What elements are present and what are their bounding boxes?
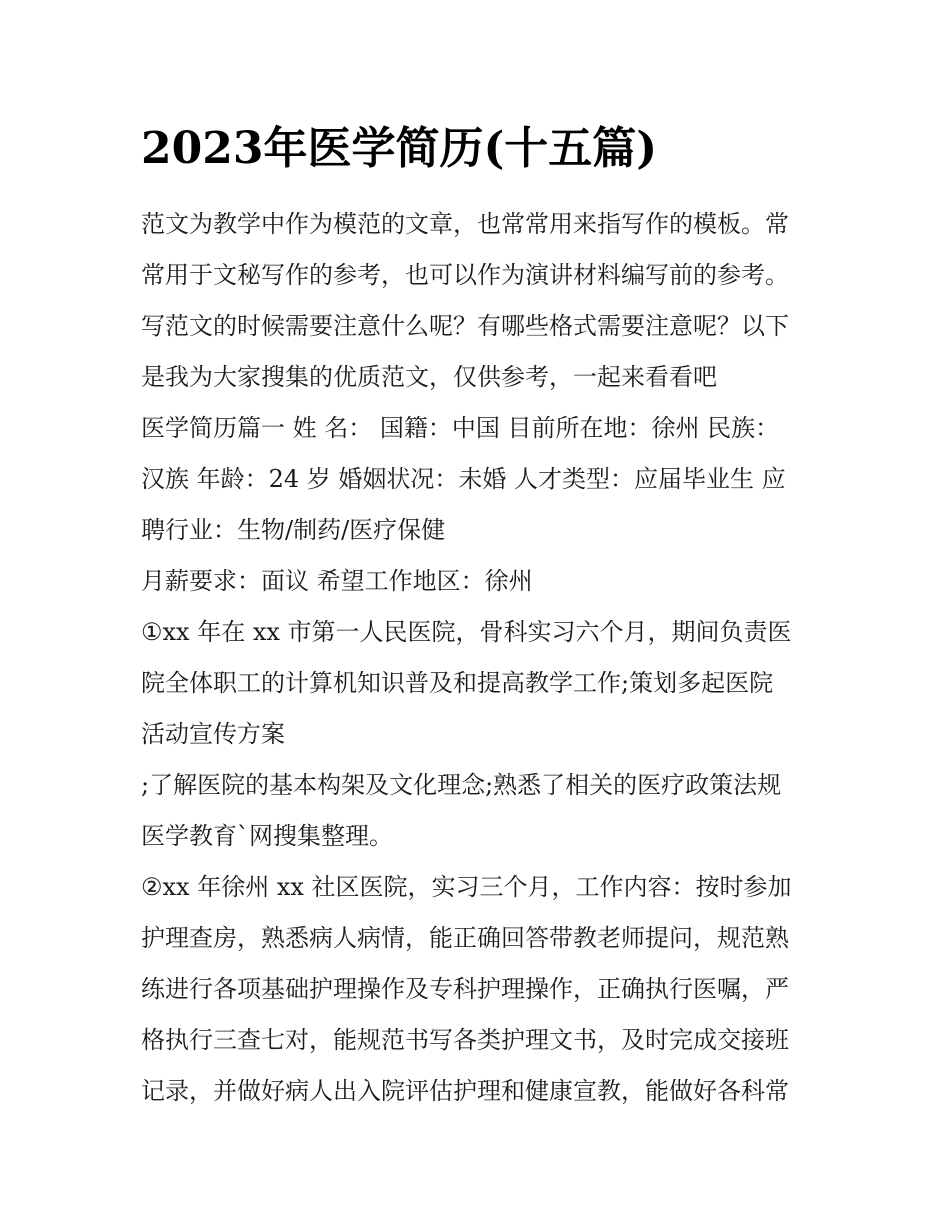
body-line: 写范文的时候需要注意什么呢？有哪些格式需要注意呢？以下 bbox=[141, 312, 789, 340]
body-line: 护理查房，熟悉病人病情，能正确回答带教老师提问，规范熟 bbox=[141, 924, 789, 952]
body-line: 记录，并做好病人出入院评估护理和健康宣教，能做好各科常 bbox=[141, 1077, 789, 1105]
document-body bbox=[141, 199, 813, 1117]
body-line: ②xx 年徐州 xx 社区医院，实习三个月，工作内容：按时参加 bbox=[141, 873, 792, 901]
document-title: 2023年医学简历(十五篇) bbox=[141, 123, 658, 174]
body-line: 格执行三查七对，能规范书写各类护理文书，及时完成交接班 bbox=[141, 1026, 789, 1054]
body-line: 院全体职工的计算机知识普及和提高教学工作;策划多起医院 bbox=[141, 669, 774, 697]
body-line: 活动宣传方案 bbox=[141, 720, 285, 748]
body-line: 医学简历篇一 姓 名： 国籍：中国 目前所在地：徐州 民族： bbox=[141, 414, 780, 442]
body-line: 汉族 年龄：24 岁 婚姻状况：未婚 人才类型：应届毕业生 应 bbox=[141, 465, 786, 493]
body-line: 是我为大家搜集的优质范文，仅供参考，一起来看看吧 bbox=[141, 363, 717, 391]
body-line: 常用于文秘写作的参考，也可以作为演讲材料编写前的参考。 bbox=[141, 261, 789, 289]
body-line: 范文为教学中作为模范的文章，也常常用来指写作的模板。常 bbox=[141, 210, 789, 238]
body-line: ;了解医院的基本构架及文化理念;熟悉了相关的医疗政策法规 bbox=[141, 771, 782, 799]
body-line: 医学教育`网搜集整理。 bbox=[141, 822, 393, 850]
body-line: ①xx 年在 xx 市第一人民医院，骨科实习六个月，期间负责医 bbox=[141, 618, 792, 646]
body-line: 聘行业：生物/制药/医疗保健 bbox=[141, 516, 446, 544]
body-line: 月薪要求：面议 希望工作地区：徐州 bbox=[141, 567, 533, 595]
body-line: 练进行各项基础护理操作及专科护理操作，正确执行医嘱，严 bbox=[141, 975, 789, 1003]
